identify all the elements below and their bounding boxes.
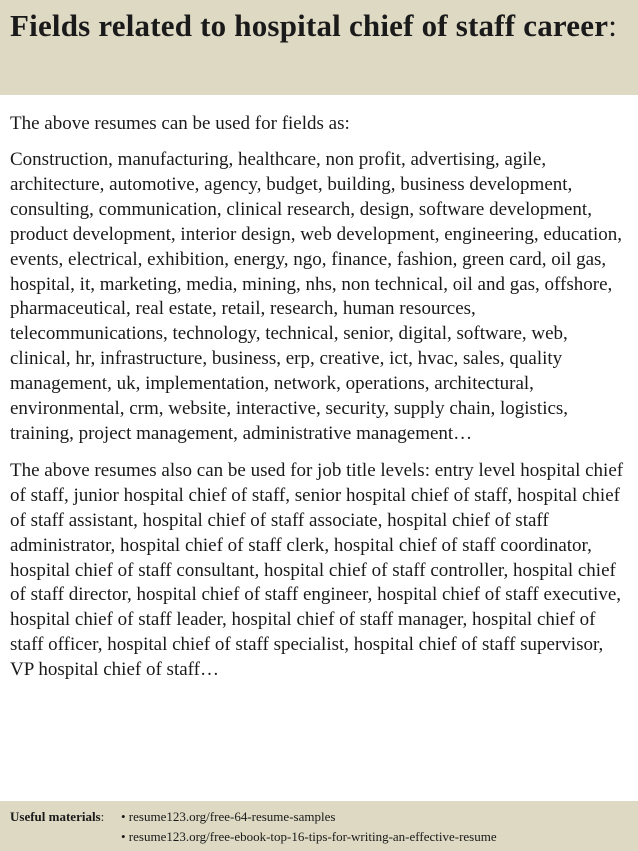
footer-spacer <box>10 827 121 847</box>
header-banner <box>0 0 638 95</box>
resume-samples-link[interactable]: • resume123.org/free-64-resume-samples <box>121 809 336 824</box>
page-title-colon: : <box>608 8 618 43</box>
fields-paragraph: Construction, manufacturing, healthcare, non profit, advertising, agile, architecture, automotive, agency, budget, building, business development, consulting, communication, clinical research, design, software development, product development, interior design, web development, engineering, education, events, electrical, exhibition, energy, ngo, finance, fashion, green card, oil gas, hospital, it, marketing, media, mining, nhs, non technical, oil and gas, offshore, pharmaceutical, real estate, retail, research, human resources, telecommunications, technology, technical, senior, digital, software, web, clinical, hr, infrastructure, business, erp, creative, ict, hvac, sales, quality management, uk, implementation, network, operations, architectural, environmental, crm, website, interactive, security, supply chain, logistics, training, project management, administrative management… <box>10 149 623 444</box>
page-title-text: Fields related to hospital chief of staff career <box>10 8 609 43</box>
useful-materials-label-colon: : <box>100 809 105 824</box>
page-title <box>10 8 628 44</box>
ebook-tips-link[interactable]: • resume123.org/free-ebook-top-16-tips-for-writing-an-effective-resume <box>121 829 497 844</box>
main-content <box>10 112 630 695</box>
footer-row-2 <box>10 827 628 847</box>
useful-materials-label <box>10 807 121 827</box>
intro-text: The above resumes can be used for fields as: <box>10 113 350 134</box>
job-titles-paragraph: The above resumes also can be used for job title levels: entry level hospital chief of staff, junior hospital chief of staff, senior hospital chief of staff, hospital chief of staff assistant, hospital chief of staff associate, hospital chief of staff administrator, hospital chief of staff clerk, hospital chief of staff coordinator, hospital chief of staff consultant, hospital chief of staff controller, hospital chief of staff director, hospital chief of staff engineer, hospital chief of staff executive, hospital chief of staff leader, hospital chief of staff manager, hospital chief of staff officer, hospital chief of staff specialist, hospital chief of staff supervisor, VP hospital chief of staff… <box>10 459 624 681</box>
footer-row-1 <box>10 807 628 827</box>
footer-banner <box>0 801 638 851</box>
useful-materials-label-text: Useful materials <box>10 809 101 824</box>
